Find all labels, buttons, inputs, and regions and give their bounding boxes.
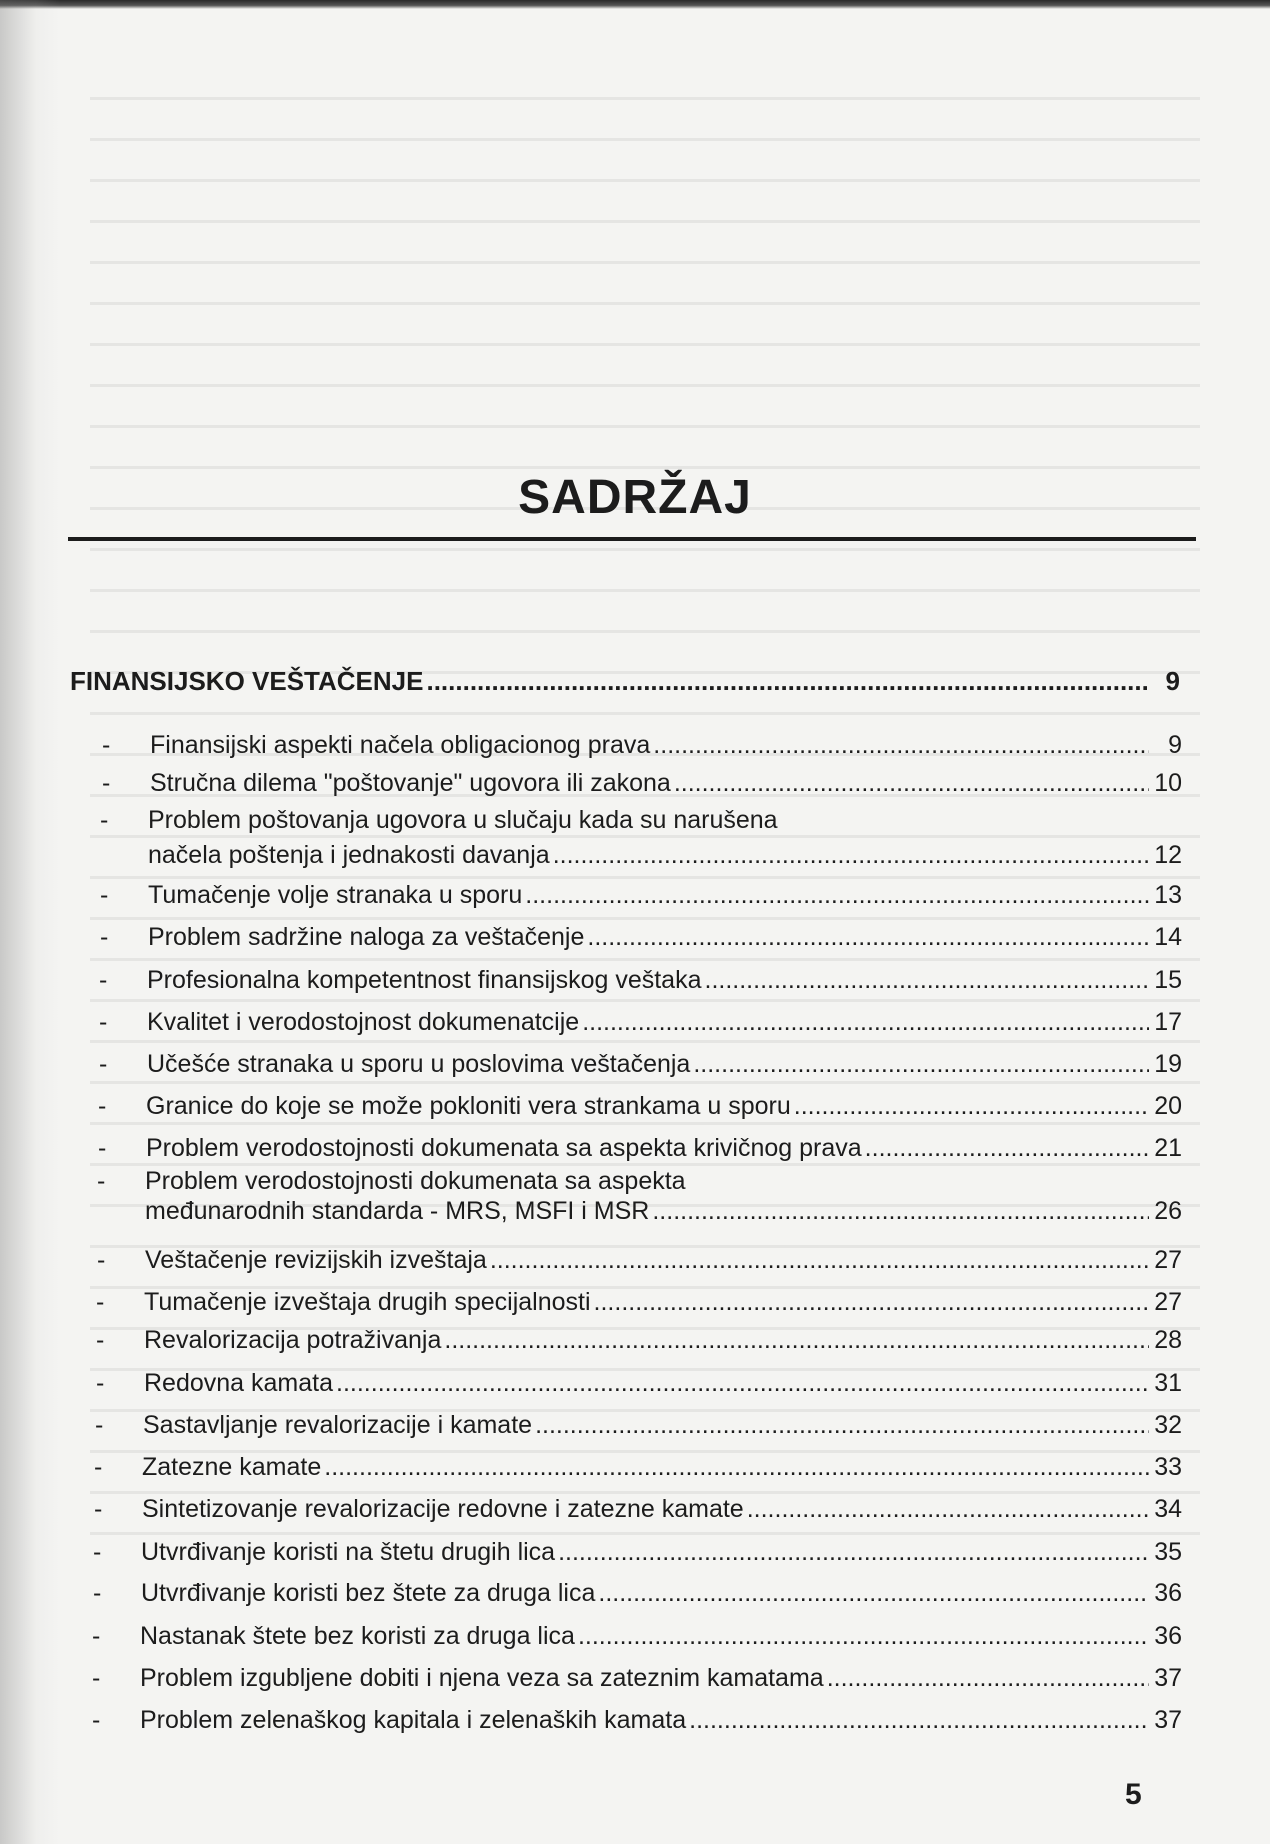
toc-item-dash: - [96,1369,105,1397]
toc-item-dash: - [93,1538,102,1566]
dot-leader [747,1494,1149,1524]
toc-item-dash: - [92,1664,101,1692]
toc-item-title: Sastavljanje revalorizacije i kamate [143,1411,533,1439]
toc-item-title: Problem verodostojnosti dokumenata sa aspekta krivičnog prava [146,1134,862,1162]
toc-item-title: Redovna kamata [144,1369,334,1397]
toc-item-dash: - [102,731,111,759]
dot-leader [558,1537,1149,1567]
title-rule [68,537,1196,541]
toc-item-title: Kvalitet i verodostojnost dokumenatcije [147,1008,580,1036]
dot-leader [490,1245,1149,1275]
toc-item-page: 13 [1154,881,1182,909]
section-page: 9 [1165,666,1180,696]
toc-item [144,1287,1182,1317]
dot-leader [598,1578,1149,1608]
toc-item-dash: - [92,1622,101,1650]
toc-item-title: međunarodnih standarda - MRS, MSFI i MSR [145,1197,650,1225]
toc-item-dash: - [98,1092,107,1120]
toc-item-page: 37 [1154,1706,1182,1734]
toc-item [145,1196,1182,1226]
toc-item [148,880,1182,910]
toc-item-page: 31 [1154,1369,1182,1397]
toc-item [144,1368,1182,1398]
toc-item-dash: - [102,769,111,797]
toc-item-title: Problem zelenaškog kapitala i zelenaških kamata [140,1706,687,1734]
dot-leader [652,1196,1149,1226]
toc-item-title: Utvrđivanje koristi na štetu drugih lica [141,1538,556,1566]
dot-leader [653,730,1149,760]
dot-leader [426,666,1147,696]
toc-item-title: Granice do koje se može pokloniti vera strankama u sporu [146,1092,791,1120]
binding-shadow [0,0,60,1844]
toc-item [140,1621,1182,1651]
toc-item-page: 20 [1154,1092,1182,1120]
dot-leader [693,1049,1149,1079]
toc-item-page: 27 [1154,1288,1182,1316]
toc-item-dash: - [96,1288,105,1316]
toc-item-title: Revalorizacija potraživanja [144,1326,442,1354]
toc-item-page: 26 [1154,1197,1182,1225]
toc-item-title: Nastanak štete bez koristi za druga lica [140,1622,575,1650]
dot-leader [324,1452,1149,1482]
toc-item-title: Problem izgubljene dobiti i njena veza sa zateznim kamatama [140,1664,824,1692]
toc-item [141,1578,1182,1608]
dot-leader [794,1091,1149,1121]
toc-item [147,965,1182,995]
dot-leader [535,1410,1149,1440]
toc-item [140,1705,1182,1735]
toc-section-heading [70,666,1180,696]
toc-item-page: 35 [1154,1538,1182,1566]
page-title: SADRŽAJ [518,471,752,524]
toc-item-title: Finansijski aspekti načela obligacionog prava [150,731,651,759]
toc-item [147,1007,1182,1037]
toc-item-page: 36 [1154,1622,1182,1650]
toc-item-title: Zatezne kamate [142,1453,322,1481]
toc-item [150,768,1182,798]
dot-leader [865,1133,1149,1163]
toc-item-dash: - [95,1411,104,1439]
toc-item-title: Učešće stranaka u sporu u poslovima veštačenja [147,1050,691,1078]
toc-item [141,1537,1182,1567]
dot-leader [587,922,1149,952]
toc-item-dash: - [100,923,109,951]
toc-item-title: Tumačenje izveštaja drugih specijalnosti [144,1288,591,1316]
toc-item [148,840,1182,870]
toc-item-title: Profesionalna kompetentnost finansijskog veštaka [147,966,702,994]
toc-item-title: Stručna dilema "poštovanje" ugovora ili zakona [150,769,671,797]
toc-item-page: 12 [1154,841,1182,869]
dot-leader [525,880,1149,910]
dot-leader [594,1287,1149,1317]
toc-item-dash: - [94,1495,103,1523]
toc-item-dash: - [99,1050,108,1078]
toc-item-page: 36 [1154,1579,1182,1607]
toc-item-page: 10 [1154,769,1182,797]
toc-item [146,1091,1182,1121]
toc-item-dash: - [99,1008,108,1036]
dot-leader [674,768,1149,798]
section-label: FINANSIJSKO VEŠTAČENJE [70,666,424,696]
toc-item-first-line: Problem verodostojnosti dokumenata sa aspekta [145,1167,686,1195]
toc-item-dash: - [100,881,109,909]
toc-item-dash: - [93,1579,102,1607]
toc-item-page: 17 [1154,1008,1182,1036]
toc-item [147,1049,1182,1079]
toc-item-title: Utvrđivanje koristi bez štete za druga lica [141,1579,596,1607]
dot-leader [444,1325,1149,1355]
toc-item-dash: - [97,1246,106,1274]
toc-item-dash: - [100,806,109,834]
dot-leader [578,1621,1149,1651]
toc-item-dash: - [96,1326,105,1354]
toc-item-dash: - [98,1134,107,1162]
toc-item-page: 27 [1154,1246,1182,1274]
toc-item-dash: - [94,1453,103,1481]
toc-item-page: 14 [1154,923,1182,951]
toc-item [140,1663,1182,1693]
page-top-edge [0,0,1270,9]
toc-item [146,1133,1182,1163]
toc-item-title: Problem sadržine naloga za veštačenje [148,923,585,951]
toc-item [142,1452,1182,1482]
dot-leader [582,1007,1149,1037]
dot-leader [553,840,1149,870]
toc-item [143,1410,1182,1440]
toc-item-dash: - [97,1167,106,1195]
toc-item-page: 34 [1154,1495,1182,1523]
toc-item-page: 15 [1154,966,1182,994]
toc-item [142,1494,1182,1524]
toc-item-dash: - [99,966,108,994]
toc-item-page: 32 [1154,1411,1182,1439]
toc-item-title: Sintetizovanje revalorizacije redovne i zatezne kamate [142,1495,744,1523]
dot-leader [336,1368,1149,1398]
page-number: 5 [1125,1778,1142,1811]
toc-item [148,922,1182,952]
toc-item-title: Tumačenje volje stranaka u sporu [148,881,523,909]
toc-item [145,1245,1182,1275]
toc-item-page: 21 [1154,1134,1182,1162]
toc-item [150,730,1182,760]
toc-item-page: 37 [1154,1664,1182,1692]
toc-item-page: 28 [1154,1326,1182,1354]
toc-item-title: načela poštenja i jednakosti davanja [148,841,550,869]
toc-item-page: 19 [1154,1050,1182,1078]
toc-item [144,1325,1182,1355]
toc-item-first-line: Problem poštovanja ugovora u slučaju kada su narušena [148,806,778,834]
toc-item-page: 9 [1168,731,1182,759]
toc-item-page: 33 [1154,1453,1182,1481]
toc-item-title: Veštačenje revizijskih izveštaja [145,1246,487,1274]
dot-leader [689,1705,1149,1735]
toc-item-dash: - [92,1706,101,1734]
dot-leader [827,1663,1149,1693]
dot-leader [705,965,1150,995]
